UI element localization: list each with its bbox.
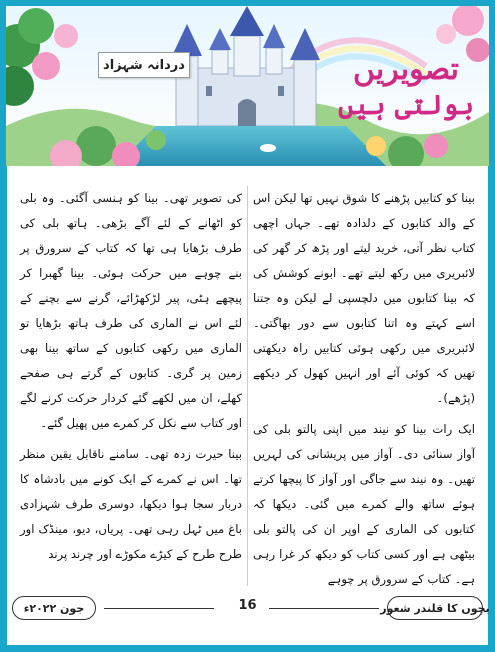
magazine-name: بچوں کا قلندر شعور: [387, 596, 483, 620]
paragraph: بینا حیرت زدہ تھی۔ سامنے ناقابل یقین منظر تھا۔ اس نے کمرے کے ایک کونے میں بادشاہ کا دربار سجا ہوا دیکھا، دوسری طرف شہزادی باغ میں ٹہل رہی تھی۔ پریاں، دیو، مینڈک اور طرح طرح کے کیڑے مکوڑے اور چرند پرند: [20, 447, 242, 561]
page-number: 16: [238, 598, 257, 613]
paragraph: کی تصویر تھی۔ بینا کو ہنسی آگئی۔ وہ بلی کو اٹھانے کے لئے آگے بڑھی۔ ہاتھ بلی کی طرف بڑھایا ہی تھا کہ کتاب کے سرورق پر بنے چوہے میں حرکت ہوئی۔ بینا گھبرا کر پیچھے ہٹی، پیر لڑکھڑائے، گرنے سے بچنے کے لئے اس نے الماری کی طرف ہاتھ بڑھایا تو الماری میں رکھی کتابوں کے ساتھ بینا بھی زمین پر گری۔ کتابوں کے گرتے ہی صفحے کھلے، ان میں لکھے گئے کردار حرکت کرنے لگے اور کتاب سے نکل کر کمرے میں پھیل گئے۔: [20, 191, 242, 430]
text-column-left: [20, 186, 242, 573]
author-name: دردانہ شہزاد: [98, 52, 190, 78]
footer-rule: [104, 608, 214, 609]
footer-rule: [269, 608, 379, 609]
issue-date: جون ۲۰۲۲ء: [12, 596, 96, 620]
title-line-1: تصویریں: [353, 52, 459, 87]
article-title: [331, 52, 481, 124]
paragraph: ایک رات بینا کو نیند میں اپنی پالتو بلی کی آواز سنائی دی۔ آواز میں پریشانی کی لہریں تھیں۔ وہ نیند سے جاگی اور آواز کا پیچھا کرتے ہوئے ساتھ والے کمرے میں گئی۔ دیکھا کہ کتابوں کی الماری کے اوپر ان کی پالتو بلی بیٹھی ہے اور کسی کتاب کو دیکھ کر غرا رہی ہے۔ کتاب کے سرورق پر چوہے: [253, 422, 475, 586]
paragraph: بینا کو کتابیں پڑھنے کا شوق نہیں تھا لیکن اس کے والد کتابوں کے دلدادہ تھے۔ جہاں اچھی کتاب نظر آتی، خرید لیتے اور پڑھ کر گھر کی لائبریری میں رکھ لیتے تھے۔ ابونے کوشش کی کہ بینا کتابوں میں دلچسپی لے لیکن وہ جتنا اسے کہتے وہ اتنا کتابوں سے دور بھاگتی۔ لائبریری میں رکھی ہوئی کتابیں راہ دیکھتی تھیں کہ کوئی آئے اور انہیں کھول کر دیکھے (پڑھے)۔: [253, 191, 475, 405]
title-line-2: بولتی ہیں: [338, 90, 474, 121]
text-column-right: [253, 186, 475, 598]
column-divider: [247, 186, 248, 586]
page-footer: [12, 596, 490, 622]
